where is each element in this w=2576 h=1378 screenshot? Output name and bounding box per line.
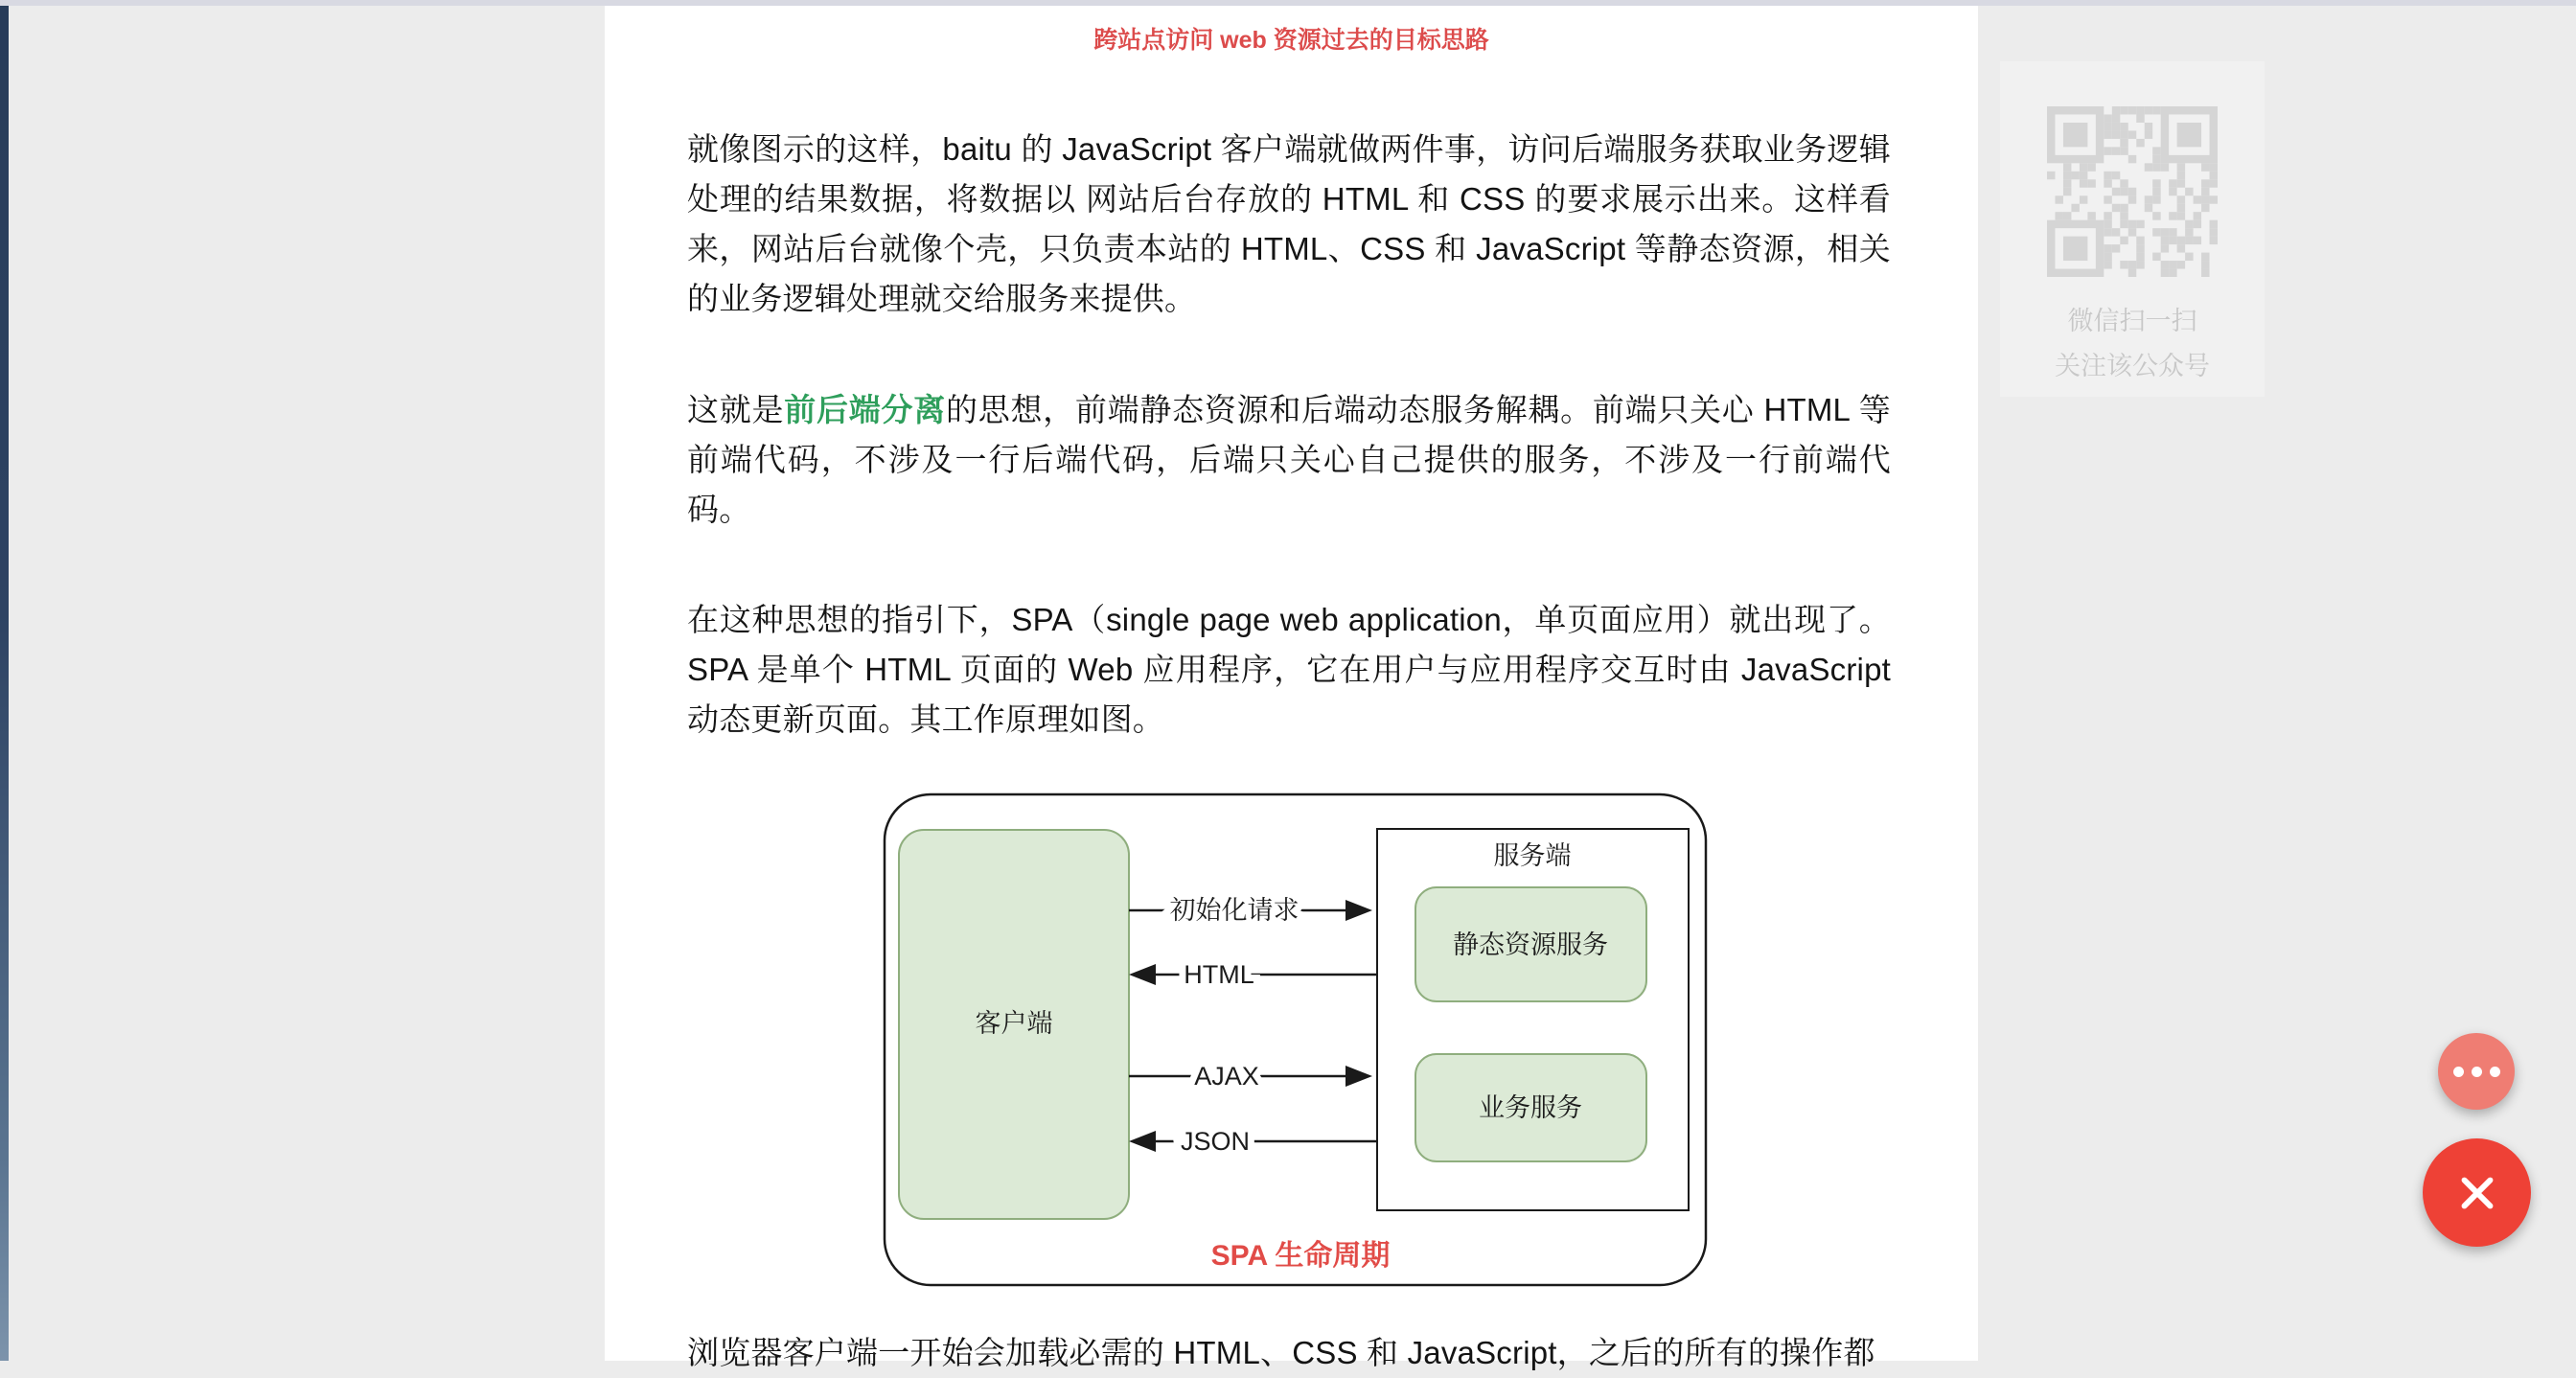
paragraph-2-suffix: 的思想，前端静态资源和后端动态服务解耦。前端只关心 HTML 等前端代码，不涉及一行后端代码，后端只关心自己提供的服务，不涉及一行前端代码。 bbox=[687, 392, 1891, 527]
qr-follow-panel bbox=[2000, 61, 2265, 397]
qr-caption-line2: 关注该公众号 bbox=[2055, 352, 2210, 380]
paragraph-4-cutoff: 浏览器客户端一开始会加载必需的 HTML、CSS 和 JavaScript，之后的所有的操作都 bbox=[687, 1335, 1875, 1370]
static-service-label: 静态资源服务 bbox=[1453, 930, 1608, 959]
spa-lifecycle-diagram bbox=[882, 792, 1709, 1290]
paragraph-2-prefix: 这就是 bbox=[687, 392, 785, 427]
client-label: 客户端 bbox=[975, 1009, 1053, 1038]
arrow-ajax-label: AJAX bbox=[1194, 1062, 1259, 1091]
paragraph-1: 就像图示的这样，baitu 的 JavaScript 客户端就做两件事，访问后端服务获取业务逻辑处理的结果数据，将数据以 网站后台存放的 HTML 和 CSS 的要求展示出来。这样看来，网站后台就像个壳，只负责本站的 HTML、CSS 和 JavaScript 等静态资源，相关的业务逻辑处理就交给服务来提供。 bbox=[687, 131, 1891, 316]
arrow-json-label: JSON bbox=[1180, 1127, 1251, 1156]
business-service-label: 业务服务 bbox=[1479, 1093, 1582, 1122]
figure-caption: 跨站点访问 web 资源过去的目标思路 bbox=[1093, 27, 1489, 54]
arrow-html-label: HTML bbox=[1184, 960, 1254, 989]
left-edge-strip bbox=[0, 6, 9, 1361]
paragraph-3: 在这种思想的指引下，SPA（single page web application，单页面应用）就出现了。SPA 是单个 HTML 页面的 Web 应用程序，它在用户与应用程序交互时由 JavaScript 动态更新页面。其工作原理如图。 bbox=[687, 602, 1891, 737]
paragraph-2 bbox=[687, 385, 1891, 535]
ellipsis-icon bbox=[2453, 1067, 2500, 1077]
arrow-init-request-label: 初始化请求 bbox=[1169, 896, 1300, 925]
diagram-caption: SPA 生命周期 bbox=[1210, 1240, 1391, 1272]
close-button[interactable] bbox=[2423, 1138, 2531, 1247]
more-button[interactable] bbox=[2438, 1033, 2515, 1110]
highlight-text: 前后端分离 bbox=[784, 392, 946, 427]
close-icon bbox=[2451, 1167, 2503, 1219]
qr-code bbox=[2047, 106, 2218, 277]
qr-caption-line1: 微信扫一扫 bbox=[2067, 307, 2197, 335]
server-label: 服务端 bbox=[1493, 841, 1572, 870]
